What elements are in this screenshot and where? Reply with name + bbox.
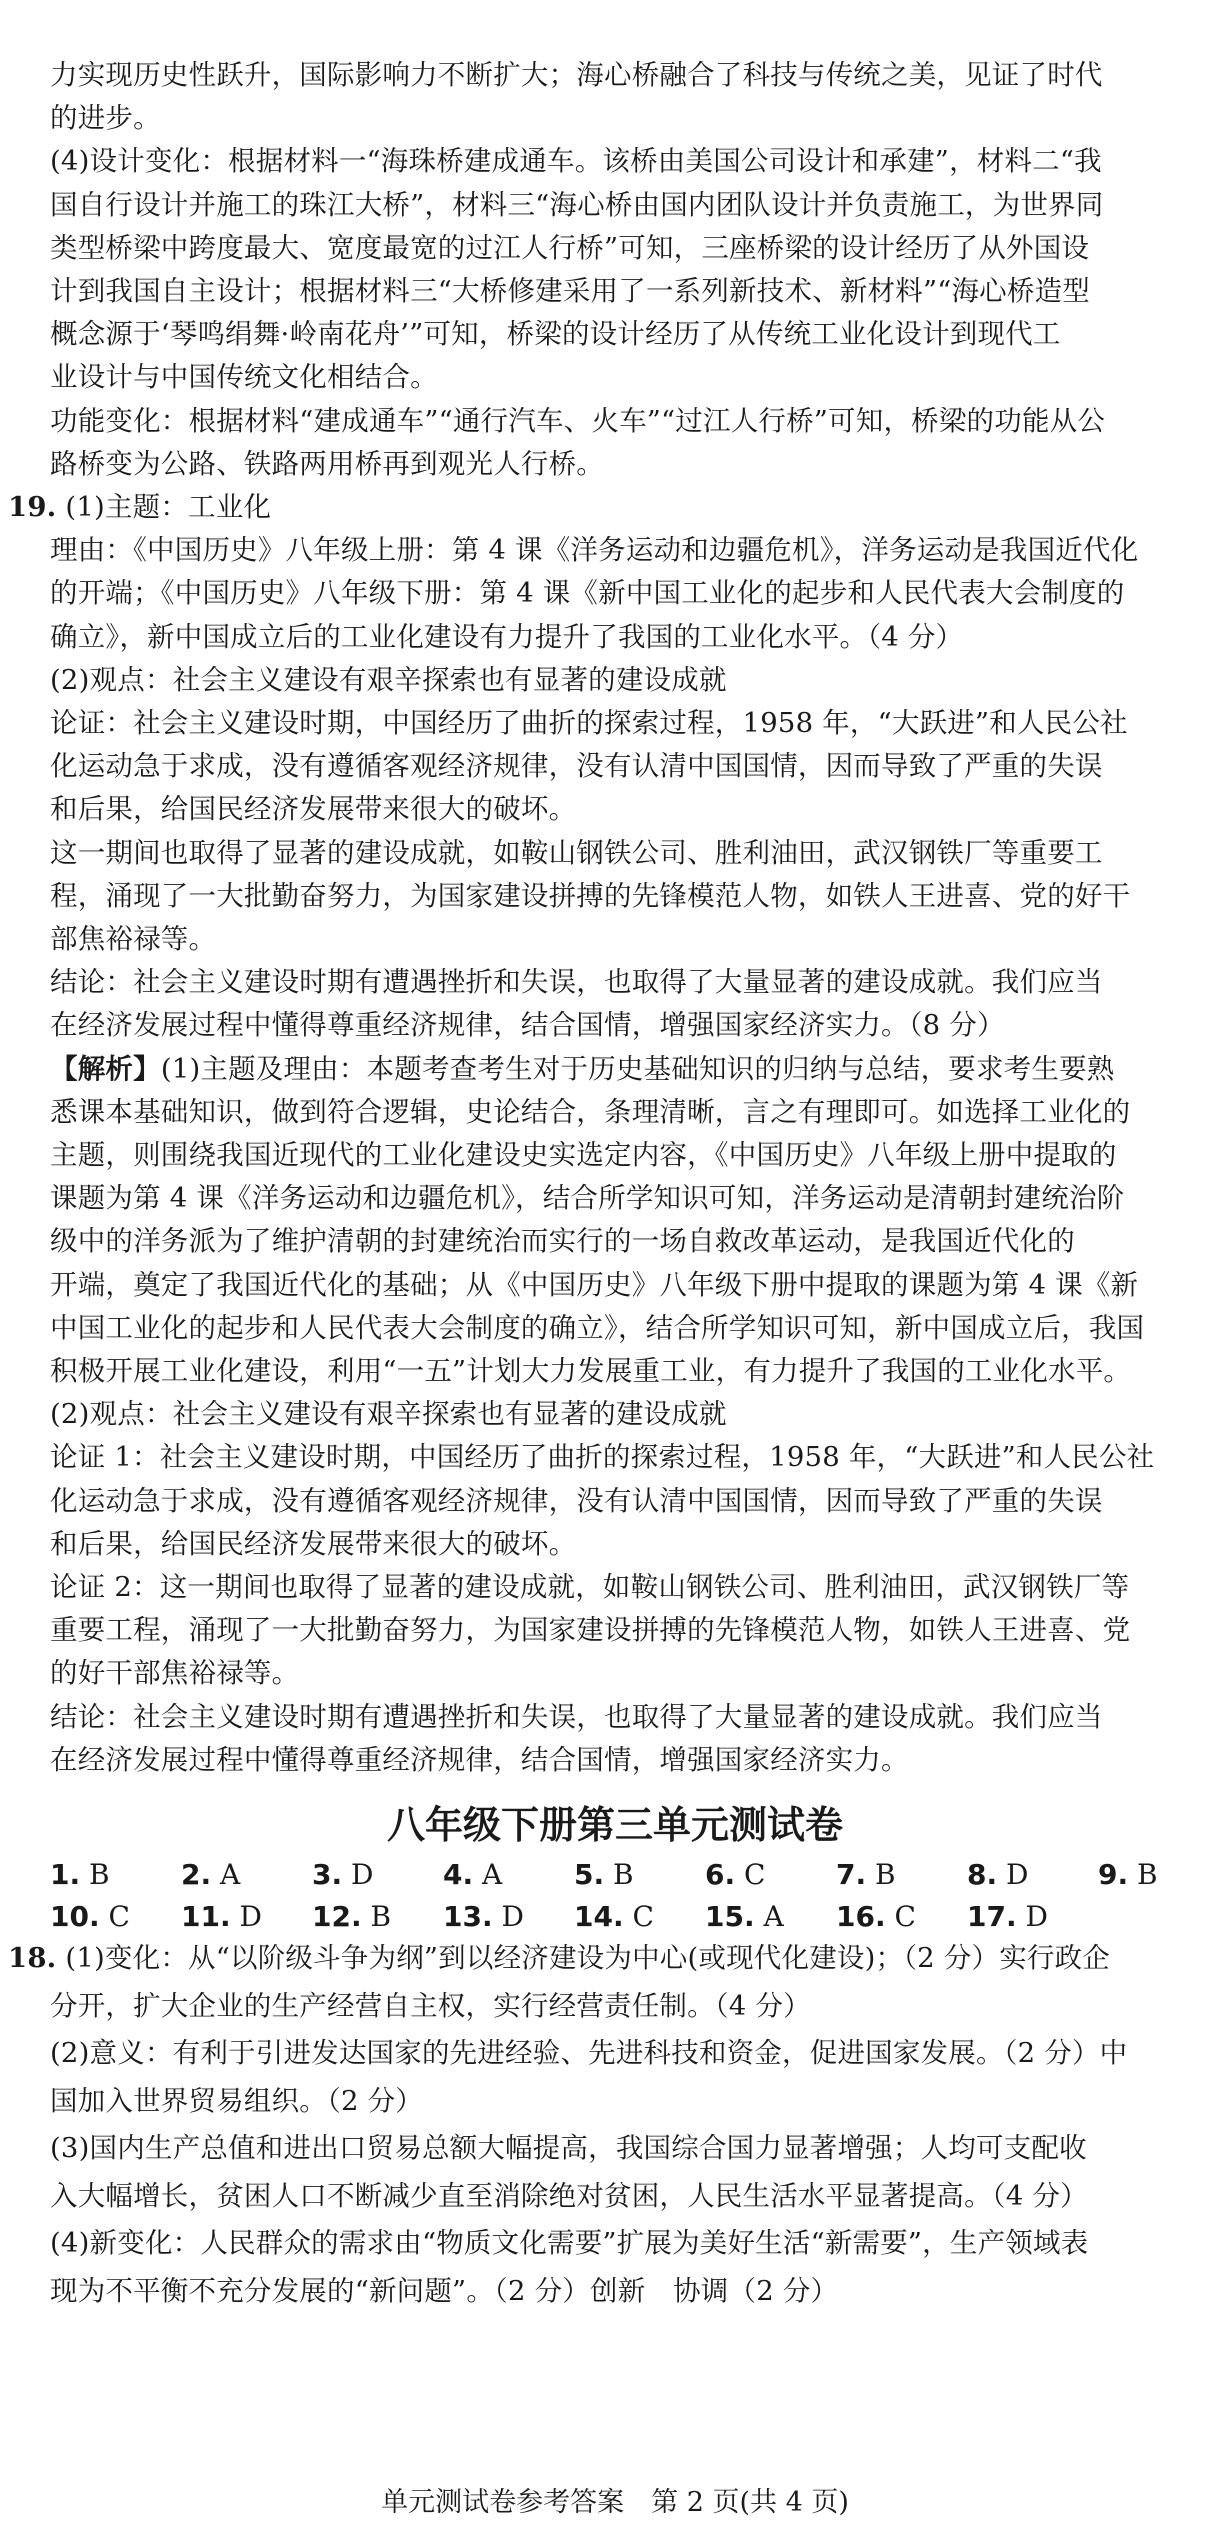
text-line: 功能变化：根据材料“建成通车”“通行汽车、火车”“过江人行桥”可知，桥梁的功能从公 [50, 404, 1106, 437]
text-line: 中国工业化的起步和人民代表大会制度的确立》，结合所学知识可知，新中国成立后，我国 [50, 1311, 1145, 1344]
text-line: 理由：《中国历史》八年级上册：第 4 课《洋务运动和边疆危机》，洋务运动是我国近代化 [50, 534, 1139, 567]
text-line: 和后果，给国民经济发展带来很大的破坏。 [50, 1527, 577, 1560]
answer-letter: D [342, 1858, 374, 1891]
answer-letter: A [754, 1900, 784, 1933]
question-number: 3. [312, 1858, 343, 1891]
text-line: 在经济发展过程中懂得尊重经济规律，结合国情，增强国家经济实力。 [50, 1743, 909, 1776]
answer-letter: B [866, 1858, 896, 1891]
text-line: (3)国内生产总值和进出口贸易总额大幅提高，我国综合国力显著增强；人均可支配收 [50, 2132, 1087, 2164]
choice-answer [312, 1855, 373, 1895]
text-line: 现为不平衡不充分发展的“新问题”。（2 分）创新 协调（2 分） [50, 2274, 839, 2307]
choice-answer [836, 1897, 916, 1937]
choice-answer [967, 1897, 1048, 1937]
question-number: 2. [181, 1858, 212, 1891]
answer-letter: B [1128, 1858, 1158, 1891]
choice-answer [705, 1897, 784, 1937]
question-number: 14. [574, 1900, 624, 1933]
text-line [8, 487, 1200, 527]
item-text: (1)主题及理由：本题考查考生对于历史基础知识的归纳与总结，要求考生要熟 [160, 1052, 1115, 1085]
item-number: 18. [8, 1942, 57, 1974]
question-number: 15. [705, 1900, 755, 1933]
choice-answer [705, 1855, 765, 1895]
text-line [8, 1938, 1200, 1978]
text-line: 类型桥梁中跨度最大、宽度最宽的过江人行桥”可知，三座桥梁的设计经历了从外国设 [50, 231, 1090, 264]
question-number: 1. [50, 1858, 81, 1891]
answer-letter: D [1016, 1900, 1048, 1933]
question-number: 7. [836, 1858, 867, 1891]
text-line: 计到我国自主设计；根据材料三“大桥修建采用了一系列新技术、新材料”“海心桥造型 [50, 275, 1090, 307]
text-line: 化运动急于求成，没有遵循客观经济规律，没有认清中国国情，因而导致了严重的失误 [50, 1484, 1103, 1517]
text-line: 的开端；《中国历史》八年级下册：第 4 课《新中国工业化的起步和人民代表大会制度的 [50, 577, 1125, 610]
question-number: 12. [312, 1900, 362, 1933]
text-line [50, 1049, 1200, 1089]
text-line: 结论：社会主义建设时期有遭遇挫折和失误，也取得了大量显著的建设成就。我们应当 [50, 1700, 1103, 1733]
answer-letter: A [473, 1858, 503, 1891]
answer-letter: C [99, 1900, 130, 1933]
question-number: 11. [181, 1900, 231, 1933]
choice-answer [1098, 1855, 1158, 1895]
choice-answer [50, 1855, 110, 1895]
text-line: (2)观点：社会主义建设有艰辛探索也有显著的建设成就 [50, 1398, 727, 1431]
item-text: (1)变化：从“以阶级斗争为纲”到以经济建设为中心(或现代化建设)；（2 分）实行政企 [56, 1942, 1111, 1974]
text-line: 的好干部焦裕禄等。 [50, 1657, 300, 1690]
choice-answer [574, 1855, 634, 1895]
section-title: 八年级下册第三单元测试卷 [386, 1803, 843, 1847]
answer-letter: D [230, 1900, 262, 1933]
choice-answer [181, 1855, 240, 1895]
text-line: 化运动急于求成，没有遵循客观经济规律，没有认清中国国情，因而导致了严重的失误 [50, 750, 1103, 783]
question-number: 8. [967, 1858, 998, 1891]
choice-answer [574, 1897, 654, 1937]
page-footer: 单元测试卷参考答案 第 2 页(共 4 页) [381, 2487, 849, 2518]
answer-letter: B [80, 1858, 110, 1891]
choice-answer [312, 1897, 391, 1937]
text-line: (4)新变化：人民群众的需求由“物质文化需要”扩展为美好生活“新需要”，生产领域表 [50, 2227, 1089, 2259]
text-line: 这一期间也取得了显著的建设成就，如鞍山钢铁公司、胜利油田，武汉钢铁厂等重要工 [50, 836, 1103, 869]
question-number: 6. [705, 1858, 736, 1891]
question-number: 16. [836, 1900, 886, 1933]
answer-letter: D [997, 1858, 1029, 1891]
text-line: 结论：社会主义建设时期有遭遇挫折和失误，也取得了大量显著的建设成就。我们应当 [50, 966, 1103, 999]
text-line: 课题为第 4 课《洋务运动和边疆危机》，结合所学知识可知，洋务运动是清朝封建统治阶 [50, 1182, 1125, 1215]
choice-answer [50, 1897, 130, 1937]
text-line: 论证 1：社会主义建设时期，中国经历了曲折的探索过程，1958 年，“大跃进”和人民公社 [50, 1441, 1155, 1474]
text-line: (2)观点：社会主义建设有艰辛探索也有显著的建设成就 [50, 663, 727, 696]
text-line: 路桥变为公路、铁路两用桥再到观光人行桥。 [50, 447, 604, 480]
choice-answer [443, 1897, 524, 1937]
text-line: 力实现历史性跃升，国际影响力不断扩大；海心桥融合了科技与传统之美，见证了时代 [50, 59, 1103, 91]
question-number: 10. [50, 1900, 100, 1933]
question-number: 4. [443, 1858, 474, 1891]
text-line: (4)设计变化：根据材料一“海珠桥建成通车。该桥由美国公司设计和承建”，材料二“我 [50, 145, 1102, 178]
text-line: 在经济发展过程中懂得尊重经济规律，结合国情，增强国家经济实力。（8 分） [50, 1009, 1005, 1042]
text-line: 的进步。 [50, 102, 161, 135]
text-line: (2)意义：有利于引进发达国家的先进经验、先进科技和资金，促进国家发展。（2 分）中 [50, 2037, 1128, 2069]
text-line: 程，涌现了一大批勤奋努力，为国家建设拼搏的先锋模范人物，如铁人王进喜、党的好干 [50, 879, 1131, 912]
text-line: 确立》，新中国成立后的工业化建设有力提升了我国的工业化水平。（4 分） [50, 620, 964, 653]
answer-letter: C [735, 1858, 766, 1891]
text-line: 重要工程，涌现了一大批勤奋努力，为国家建设拼搏的先锋模范人物，如铁人王进喜、党 [50, 1614, 1131, 1647]
text-line: 概念源于‘琴鸣绢舞·岭南花舟’”可知，桥梁的设计经历了从传统工业化设计到现代工 [50, 318, 1061, 351]
choice-answer [443, 1855, 502, 1895]
question-number: 5. [574, 1858, 605, 1891]
choice-answer [967, 1855, 1028, 1895]
item-number: 19. [8, 491, 57, 523]
text-line: 论证：社会主义建设时期，中国经历了曲折的探索过程，1958 年，“大跃进”和人民公社 [50, 707, 1128, 739]
text-line: 开端，奠定了我国近代化的基础；从《中国历史》八年级下册中提取的课题为第 4 课《新 [50, 1268, 1139, 1301]
item-text: (1)主题：工业化 [56, 491, 272, 523]
text-line: 和后果，给国民经济发展带来很大的破坏。 [50, 793, 577, 826]
text-line: 主题，则围绕我国近现代的工业化建设史实选定内容，《中国历史》八年级上册中提取的 [50, 1139, 1117, 1171]
choice-answer [836, 1855, 896, 1895]
text-line: 国加入世界贸易组织。（2 分） [50, 2084, 423, 2117]
answer-letter: B [361, 1900, 392, 1933]
answer-letter: B [604, 1858, 634, 1891]
text-line: 业设计与中国传统文化相结合。 [50, 361, 438, 394]
text-line: 积极开展工业化建设，利用“一五”计划大力发展重工业，有力提升了我国的工业化水平。 [50, 1355, 1132, 1387]
item-number: 【解析】 [50, 1052, 161, 1085]
text-line: 入大幅增长，贫困人口不断减少直至消除绝对贫困，人民生活水平显著提高。（4 分） [50, 2179, 1088, 2212]
question-number: 13. [443, 1900, 493, 1933]
text-line: 级中的洋务派为了维护清朝的封建统治而实行的一场自救改革运动，是我国近代化的 [50, 1225, 1075, 1258]
text-line: 分开，扩大企业的生产经营自主权，实行经营责任制。（4 分） [50, 1989, 811, 2022]
answer-letter: A [211, 1858, 241, 1891]
text-line: 部焦裕禄等。 [50, 923, 217, 955]
question-number: 9. [1098, 1858, 1129, 1891]
question-number: 17. [967, 1900, 1017, 1933]
answer-letter: C [623, 1900, 654, 1933]
text-line: 国自行设计并施工的珠江大桥”，材料三“海心桥由国内团队设计并负责施工，为世界同 [50, 188, 1104, 221]
answer-letter: C [885, 1900, 916, 1933]
text-line: 论证 2：这一期间也取得了显著的建设成就，如鞍山钢铁公司、胜利油田，武汉钢铁厂等 [50, 1571, 1130, 1603]
choice-answer [181, 1897, 262, 1937]
answer-letter: D [492, 1900, 524, 1933]
text-line: 悉课本基础知识，做到符合逻辑，史论结合，条理清晰，言之有理即可。如选择工业化的 [50, 1095, 1131, 1128]
